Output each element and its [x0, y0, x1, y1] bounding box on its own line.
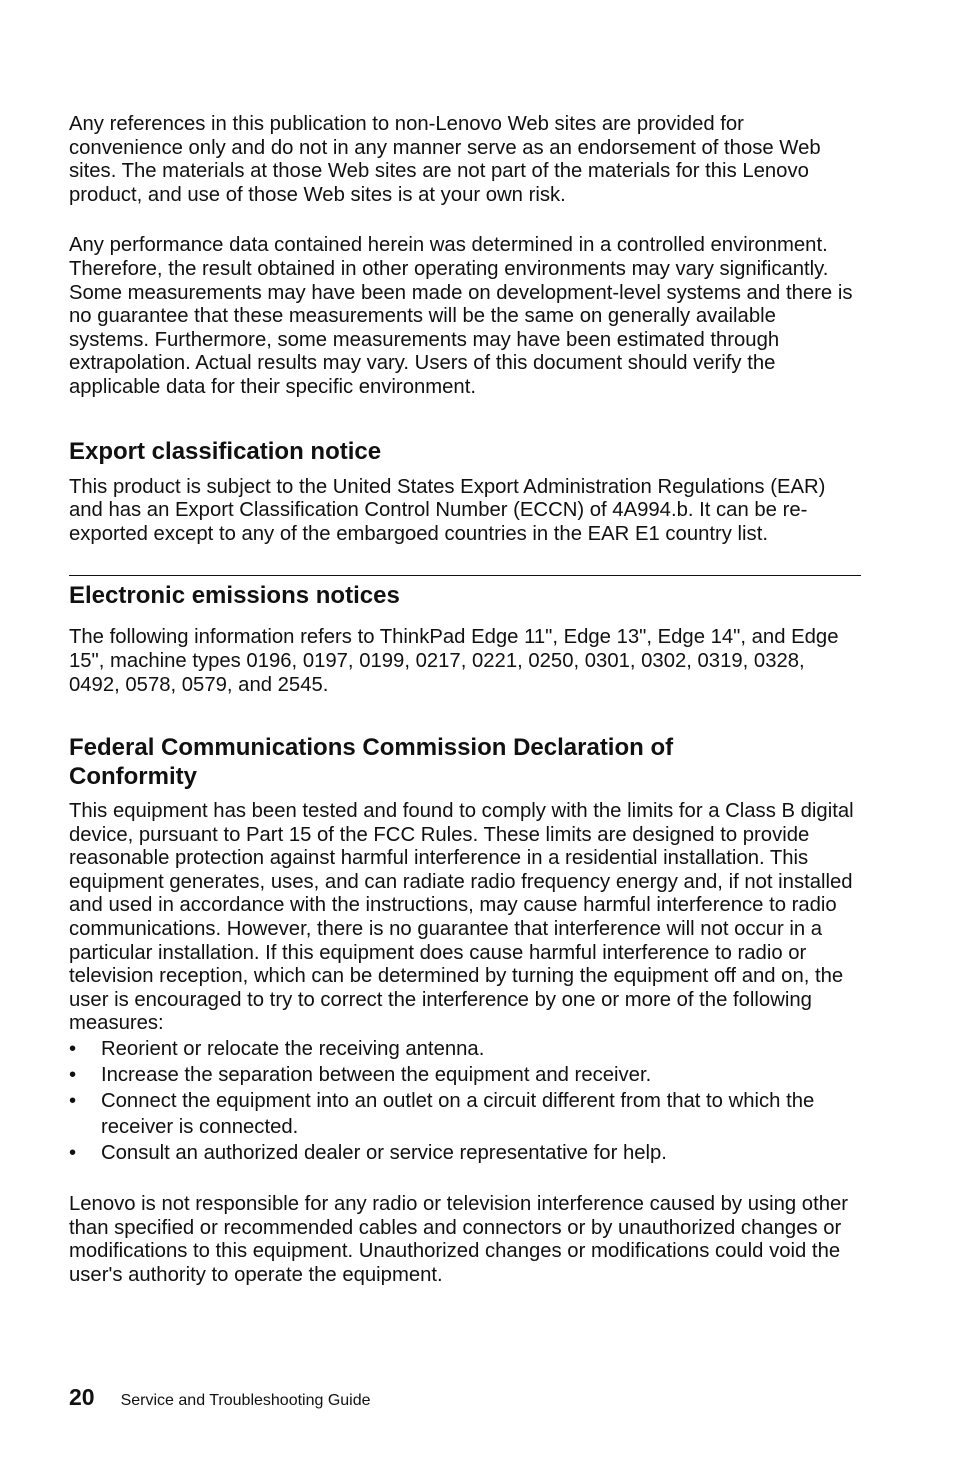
- bullet-icon: •: [69, 1142, 77, 1165]
- bullet-icon: •: [69, 1064, 77, 1087]
- performance-paragraph: Any performance data contained herein was determined in a controlled environment. Therefore, the result obtained in other operating environments may vary significantly. Some measurements may have been made on development-level systems and there is no guarantee that these measurements will be the same on generally available systems. Furthermore, some measurements may have been estimated through extrapolation. Actual results may vary. Users of this document should verify the applicable data for their specific environment.: [69, 234, 853, 398]
- emissions-paragraph: The following information refers to ThinkPad Edge 11", Edge 13", Edge 14", and Edge 15", machine types 0196, 0197, 0199, 0217, 0221, 0250, 0301, 0302, 0319, 0328, 0492, 0578, 0579, and 2545.: [69, 626, 839, 696]
- closing-paragraph: Lenovo is not responsible for any radio or television interference caused by using other than specified or recommended cables and connectors or by unauthorized changes or modifications to this equipment. Unauthorized changes or modifications could void the user's authority to operate the equipment.: [69, 1193, 849, 1286]
- page-content: [69, 113, 861, 1287]
- section-divider: [69, 575, 861, 576]
- export-heading: Export classification notice: [69, 437, 382, 465]
- list-item: • Increase the separation between the equipment and receiver.: [69, 1064, 652, 1087]
- bullet-icon: •: [69, 1090, 77, 1113]
- emissions-heading: Electronic emissions notices: [69, 582, 400, 610]
- list-item: • Connect the equipment into an outlet on a circuit different from that to which the receiver is connected.: [69, 1090, 815, 1139]
- list-item: • Consult an authorized dealer or service representative for help.: [69, 1142, 667, 1165]
- fcc-heading: Federal Communications Commission Declaration of Conformity: [69, 734, 674, 791]
- page-number: 20: [69, 1384, 95, 1410]
- page-footer: [69, 1384, 371, 1411]
- web-sites-paragraph: Any references in this publication to non-Lenovo Web sites are provided for convenience only and do not in any manner serve as an endorsement of those Web sites. The materials at those Web sites are not part of the materials for this Lenovo product, and use of those Web sites is at your own risk.: [69, 113, 821, 206]
- list-item: • Reorient or relocate the receiving antenna.: [69, 1038, 485, 1061]
- measures-list: [69, 1036, 861, 1166]
- fcc-paragraph: This equipment has been tested and found to comply with the limits for a Class B digital device, pursuant to Part 15 of the FCC Rules. These limits are designed to provide reasonable protection against harmful interference in a residential installation. This equipment generates, uses, and can radiate radio frequency energy and, if not installed and used in accordance with the instructions, may cause harmful interference to radio communications. However, there is no guarantee that interference will not occur in a particular installation. If this equipment does cause harmful interference to radio or television reception, which can be determined by turning the equipment off and on, the user is encouraged to try to correct the interference by one or more of the following measures:: [69, 800, 854, 1035]
- footer-doc-title: Service and Troubleshooting Guide: [120, 1392, 371, 1409]
- export-paragraph: This product is subject to the United States Export Administration Regulations (EAR) and has an Export Classification Control Number (ECCN) of 4A994.b. It can be re-exported except to any of the embargoed countries in the EAR E1 country list.: [69, 475, 826, 545]
- bullet-icon: •: [69, 1038, 77, 1061]
